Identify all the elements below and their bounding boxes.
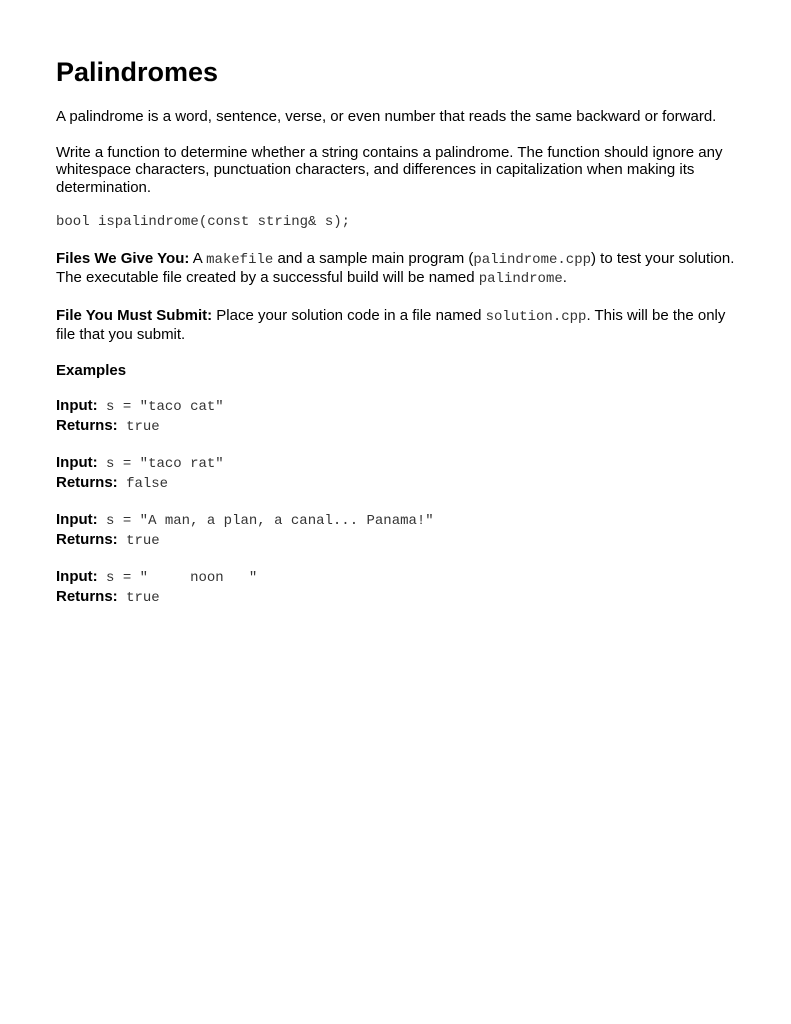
page-title: Palindromes [56, 57, 219, 87]
files-given-text: and a sample main program ( [273, 249, 474, 267]
returns-label: Returns: [56, 587, 118, 605]
example-returns-line [56, 531, 736, 551]
intro-paragraph: A palindrome is a word, sentence, verse, or even number that reads the same backward or forward. [56, 108, 717, 125]
examples-heading: Examples [56, 361, 127, 379]
input-label: Input: [56, 454, 98, 471]
example-block [56, 511, 736, 550]
example-input-value: s = "taco cat" [97, 399, 224, 415]
task-paragraph: Write a function to determine whether a string contains a palindrome. The function should ignore any whitespace characters, punctuation characters, and differences in capitalization when making its determination. [56, 143, 723, 196]
returns-label: Returns: [56, 530, 118, 548]
files-given-text: . [562, 269, 567, 286]
files-given-paragraph [56, 250, 736, 289]
example-input-value: s = " noon " [97, 570, 258, 586]
executable-code: palindrome [478, 271, 563, 287]
example-returns-line [56, 474, 736, 494]
file-submit-paragraph [56, 307, 736, 344]
document-page [56, 56, 736, 607]
input-label: Input: [56, 568, 98, 585]
makefile-code: makefile [206, 251, 274, 268]
example-returns-value: true [117, 418, 160, 435]
returns-label: Returns: [56, 473, 118, 491]
example-returns-value: true [117, 532, 160, 549]
example-input-value: s = "A man, a plan, a canal... Panama!" [97, 513, 434, 529]
function-signature: bool ispalindrome(const string& s); [56, 214, 351, 230]
example-returns-line [56, 417, 736, 437]
example-returns-value: false [117, 475, 169, 492]
input-label: Input: [56, 397, 98, 414]
example-block [56, 397, 736, 436]
files-given-text: A [189, 249, 207, 267]
main-program-code: palindrome.cpp [473, 251, 591, 268]
file-submit-label: File You Must Submit: [56, 306, 213, 324]
input-label: Input: [56, 511, 98, 528]
example-returns-value: true [117, 589, 160, 606]
file-submit-text: . This will be the only file that you submit. [56, 306, 726, 343]
solution-file-code: solution.cpp [485, 308, 587, 325]
file-submit-text: Place your solution code in a file named [212, 306, 486, 324]
example-input-value: s = "taco rat" [97, 456, 224, 472]
example-block [56, 568, 736, 607]
files-given-label: Files We Give You: [56, 249, 190, 267]
returns-label: Returns: [56, 416, 118, 434]
example-returns-line [56, 588, 736, 608]
example-input-line [56, 568, 736, 588]
example-input-line [56, 397, 736, 417]
example-input-line [56, 454, 736, 474]
example-block [56, 454, 736, 493]
files-given-text: ) to test your solution. The executable file created by a successful build will be named [56, 249, 735, 286]
example-input-line [56, 511, 736, 531]
